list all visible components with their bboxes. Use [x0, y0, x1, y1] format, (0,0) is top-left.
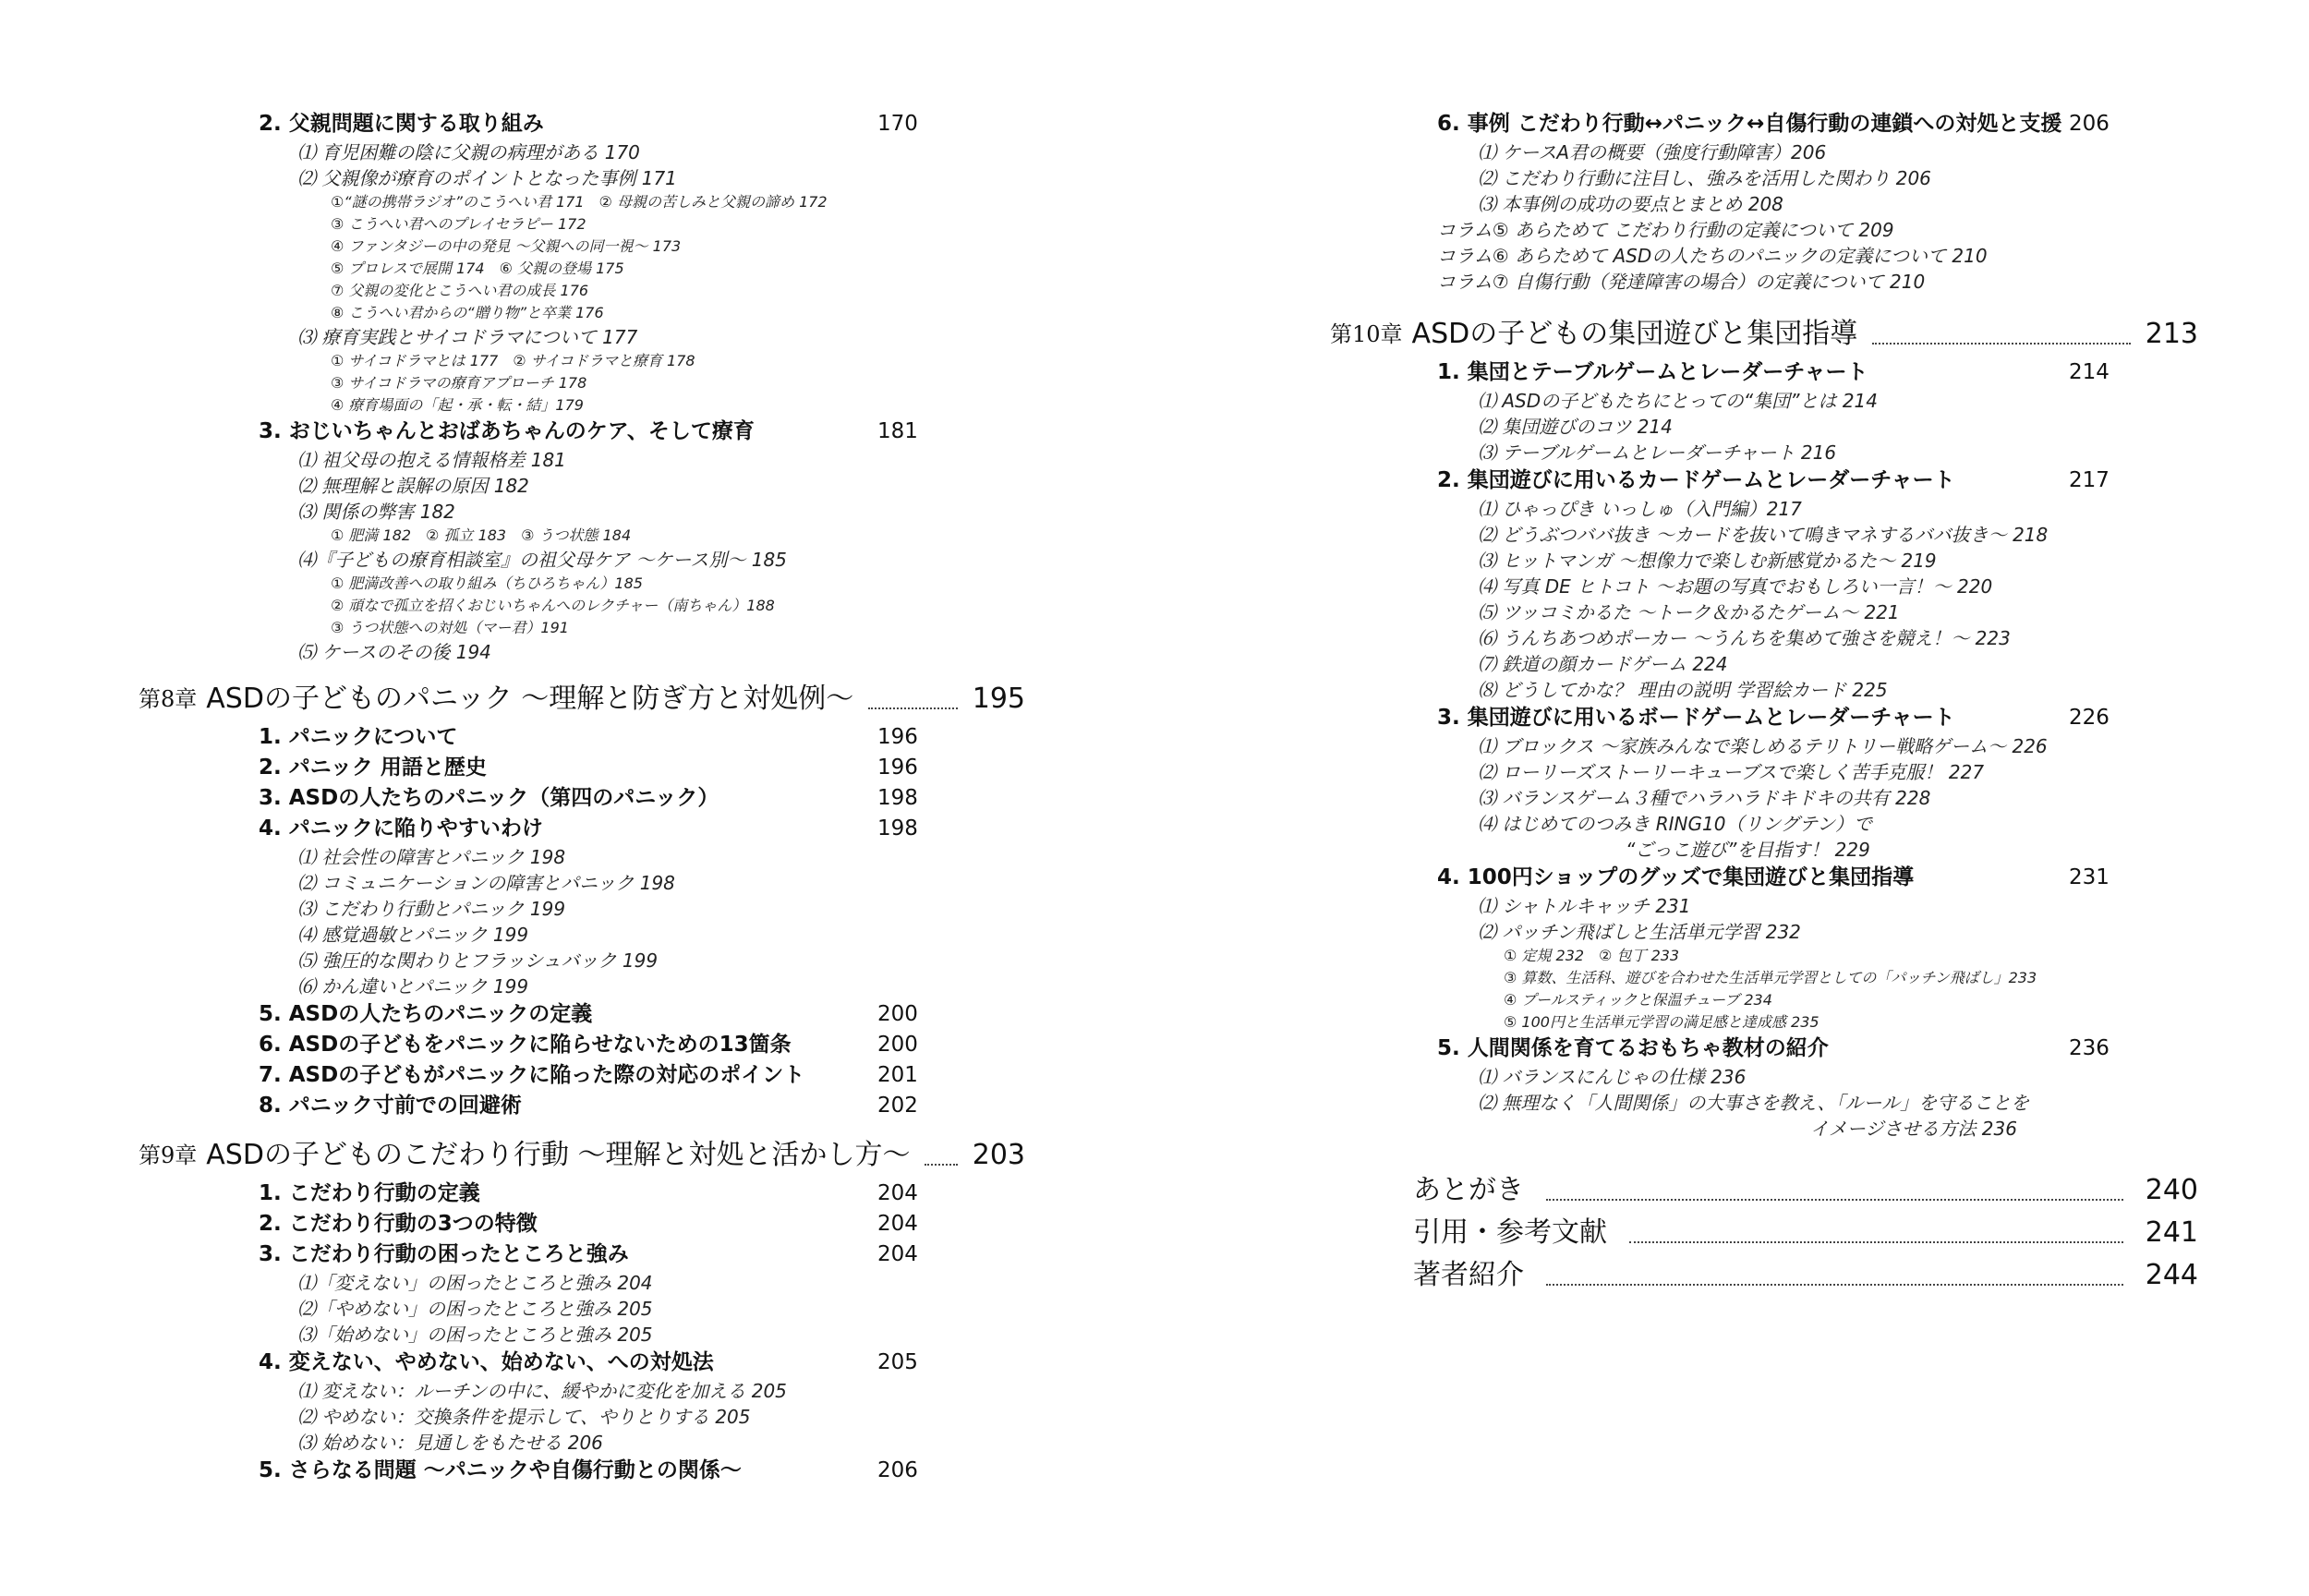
- toc-entry-label: ⑸ ツッコミかるた ～トーク＆かるたゲーム～ 221: [1478, 601, 1900, 623]
- toc-entry-page: 226: [2069, 706, 2110, 730]
- toc-entry-label: ⑵ 集団遊びのコツ 214: [1478, 416, 1673, 438]
- toc-subsection[interactable]: [139, 525, 1025, 547]
- chapter-10-heading[interactable]: [1330, 313, 2198, 356]
- end-matter-page: 240: [2145, 1174, 2198, 1206]
- toc-subsection[interactable]: [1330, 837, 2198, 863]
- toc-entry-label: ⑶ 関係の弊害 182: [297, 501, 455, 523]
- toc-section[interactable]: [139, 783, 1025, 814]
- toc-section[interactable]: [139, 109, 1025, 139]
- toc-subsection[interactable]: [1330, 919, 2198, 945]
- chapter8-list: [139, 722, 1025, 1121]
- toc-entry-label: 1. こだわり行動の定義: [259, 1181, 480, 1205]
- toc-entry-label: 4. 変えない、やめない、始めない、への対処法: [259, 1350, 714, 1374]
- toc-subsection[interactable]: [1330, 625, 2198, 651]
- toc-subsection[interactable]: [139, 948, 1025, 973]
- toc-entry-label: イメージさせる方法 236: [1810, 1118, 2017, 1140]
- toc-entry-page: 204: [877, 1242, 918, 1266]
- toc-entry-label: ① 肥満 182 ② 孤立 183 ③ うつ状態 184: [331, 526, 632, 544]
- toc-entry-page: 181: [877, 419, 918, 443]
- toc-subsection[interactable]: [1330, 496, 2198, 522]
- toc-subsection[interactable]: [1330, 1116, 2198, 1142]
- toc-entry-label: ③ サイコドラマの療育アプローチ 178: [331, 374, 587, 392]
- toc-entry-label: ④ ファンタジーの中の発見 ～父親への同一視～ 173: [331, 237, 682, 255]
- toc-subsection[interactable]: [1330, 548, 2198, 574]
- toc-section[interactable]: [139, 1060, 1025, 1091]
- toc-entry-label: ⑺ 鉄道の顔カードゲーム 224: [1478, 653, 1728, 675]
- toc-entry-label: 5. さらなる問題 ～パニックや自傷行動との関係～: [259, 1458, 742, 1482]
- chapter-number: 第9章: [139, 1143, 198, 1168]
- toc-subsection[interactable]: [1330, 165, 2198, 191]
- toc-entry-label: ⑴ バランスにんじゃの仕様 236: [1478, 1066, 1747, 1088]
- toc-entry-label: 1. 集団とテーブルゲームとレーダーチャート: [1437, 360, 1868, 384]
- toc-subsection[interactable]: [139, 1322, 1025, 1348]
- toc-entry-label: 2. こだわり行動の3つの特徴: [259, 1212, 538, 1236]
- toc-subsection[interactable]: [139, 1270, 1025, 1296]
- toc-section[interactable]: [139, 814, 1025, 844]
- toc-subsection[interactable]: [139, 922, 1025, 948]
- toc-subsection[interactable]: [139, 324, 1025, 350]
- toc-entry-page: 204: [877, 1212, 918, 1236]
- toc-entry-label: ⑵「やめない」の困ったところと強み 205: [297, 1298, 653, 1320]
- toc-subsection[interactable]: [139, 639, 1025, 665]
- toc-subsection[interactable]: [139, 844, 1025, 870]
- toc-entry-label: 3. こだわり行動の困ったところと強み: [259, 1242, 629, 1266]
- toc-entry-label: ⑶「始めない」の困ったところと強み 205: [297, 1324, 653, 1346]
- toc-entry-label: 3. 集団遊びに用いるボードゲームとレーダーチャート: [1437, 706, 1955, 730]
- toc-entry-label: ⑶ こだわり行動とパニック 199: [297, 898, 566, 920]
- toc-entry-label: ⑵ コミュニケーションの障害とパニック 198: [297, 872, 675, 894]
- toc-entry-label: 3. ASDの人たちのパニック（第四のパニック）: [259, 786, 719, 810]
- toc-section[interactable]: [139, 1179, 1025, 1209]
- chapter-8-heading[interactable]: [139, 678, 1025, 720]
- toc-entry-label: ⑤ プロレスで展開 174 ⑥ 父親の登場 175: [331, 260, 624, 277]
- toc-entry-page: 201: [877, 1063, 918, 1087]
- toc-entry-label: 4. パニックに陥りやすいわけ: [259, 816, 543, 840]
- toc-column-entry[interactable]: [1330, 269, 2198, 295]
- toc-subsection[interactable]: [1330, 945, 2198, 967]
- leader-dots: [1629, 1241, 2123, 1243]
- toc-subsection[interactable]: [139, 394, 1025, 417]
- toc-subsection[interactable]: [1330, 139, 2198, 165]
- toc-section[interactable]: [139, 1348, 1025, 1378]
- toc-subsection[interactable]: [139, 870, 1025, 896]
- toc-entry-page: 236: [2069, 1036, 2110, 1060]
- toc-column-entry[interactable]: [1330, 243, 2198, 269]
- toc-entry-label: ⑸ 強圧的な関わりとフラッシュバック 199: [297, 949, 659, 972]
- toc-subsection[interactable]: [139, 258, 1025, 280]
- toc-entry-label: ⑵ どうぶつババ抜き ～カードを抜いて鳴きマネするババ抜き～ 218: [1478, 524, 2049, 546]
- toc-entry-page: 196: [877, 756, 918, 780]
- toc-entry-page: 200: [877, 1033, 918, 1057]
- chapter-page: 203: [972, 1139, 1025, 1171]
- toc-subsection[interactable]: [139, 973, 1025, 999]
- toc-entry-page: 214: [2069, 360, 2110, 384]
- toc-subsection[interactable]: [1330, 1011, 2198, 1034]
- toc-entry-label: ⑵ 無理解と誤解の原因 182: [297, 475, 529, 497]
- toc-entry-label: ⑶ 療育実践とサイコドラマについて 177: [297, 326, 638, 348]
- toc-subsection[interactable]: [139, 499, 1025, 525]
- toc-entry-label: ⑵ 父親像が療育のポイントとなった事例 171: [297, 167, 677, 189]
- end-matter-entry[interactable]: [1413, 1212, 2198, 1254]
- toc-entry-label: ⑵ こだわり行動に注目し、強みを活用した関わり 206: [1478, 167, 1931, 189]
- toc-entry-page: 217: [2069, 468, 2110, 492]
- toc-subsection[interactable]: [139, 1404, 1025, 1430]
- end-matter-entry[interactable]: [1413, 1254, 2198, 1297]
- chapter-title: ASDの子どもの集団遊びと集団指導: [1411, 318, 1858, 350]
- toc-subsection[interactable]: [139, 447, 1025, 473]
- chapter10-list: [1330, 357, 2198, 1142]
- toc-entry-label: 8. パニック寸前での回避術: [259, 1094, 522, 1118]
- toc-entry-label: ⑴ 祖父母の抱える情報格差 181: [297, 449, 566, 471]
- toc-entry-label: 2. パニック 用語と歴史: [259, 756, 487, 780]
- toc-entry-label: ①“謎の携帯ラジオ”のこうへい君 171 ② 母親の苦しみと父親の諦め 172: [331, 193, 828, 211]
- toc-entry-label: 7. ASDの子どもがパニックに陥った際の対応のポイント: [259, 1063, 805, 1087]
- toc-entry-label: ⑵ やめない：交換条件を提示して、やりとりする 205: [297, 1406, 751, 1428]
- toc-entry-label: ⑴ 社会性の障害とパニック 198: [297, 846, 566, 868]
- toc-entry-label: “ごっこ遊び”を目指す！ 229: [1626, 839, 1870, 861]
- toc-entry-label: コラム⑥ あらためて ASDの人たちのパニックの定義について 210: [1437, 245, 1988, 267]
- toc-entry-page: 196: [877, 725, 918, 749]
- toc-entry-label: ⑶ ヒットマンガ ～想像力で楽しむ新感覚かるた～ 219: [1478, 550, 1937, 572]
- right-page: [1330, 109, 2198, 1297]
- toc-subsection[interactable]: [139, 213, 1025, 236]
- toc-subsection[interactable]: [139, 280, 1025, 302]
- toc-column-entry[interactable]: [1330, 217, 2198, 243]
- toc-subsection[interactable]: [139, 302, 1025, 324]
- end-matter-label: 引用・参考文献: [1413, 1216, 1607, 1249]
- toc-entry-label: ⑴ ASDの子どもたちにとっての“集団”とは 214: [1478, 390, 1878, 412]
- toc-subsection[interactable]: [139, 191, 1025, 213]
- leader-dots: [1546, 1284, 2123, 1286]
- toc-entry-label: ⑴ 変えない：ルーチンの中に、緩やかに変化を加える 205: [297, 1380, 787, 1402]
- toc-entry-label: ⑴ ひゃっぴき いっしゅ（入門編）217: [1478, 498, 1802, 520]
- toc-entry-page: 206: [2069, 112, 2110, 136]
- toc-subsection[interactable]: [139, 372, 1025, 394]
- toc-subsection[interactable]: [1330, 989, 2198, 1011]
- toc-entry-label: 3. おじいちゃんとおばあちゃんのケア、そして療育: [259, 419, 755, 443]
- toc-entry-label: ⑶ バランスゲーム３種でハラハラドキドキの共有 228: [1478, 787, 1931, 809]
- toc-entry-label: ⑷ 写真 DE ヒトコト ～お題の写真でおもしろい一言！～ 220: [1478, 575, 1993, 598]
- toc-subsection[interactable]: [1330, 1064, 2198, 1090]
- toc-entry-page: 200: [877, 1002, 918, 1026]
- toc-entry-label: ⑵ パッチン飛ばしと生活単元学習 232: [1478, 921, 1801, 943]
- end-matter-entry[interactable]: [1413, 1169, 2198, 1212]
- toc-section[interactable]: [1330, 703, 2198, 733]
- toc-subsection[interactable]: [139, 896, 1025, 922]
- toc-entry-page: 231: [2069, 865, 2110, 889]
- toc-entry-page: 198: [877, 786, 918, 810]
- toc-subsection[interactable]: [139, 473, 1025, 499]
- chapter-number: 第10章: [1330, 321, 1403, 347]
- toc-section[interactable]: [139, 1091, 1025, 1121]
- toc-section[interactable]: [1330, 863, 2198, 893]
- toc-subsection[interactable]: [139, 547, 1025, 573]
- toc-entry-label: ⑶ 本事例の成功の要点とまとめ 208: [1478, 193, 1783, 215]
- toc-entry-label: ⑦ 父親の変化とこうへい君の成長 176: [331, 282, 589, 299]
- toc-section[interactable]: [1330, 1034, 2198, 1064]
- chapter-page: 195: [972, 683, 1025, 715]
- toc-entry-label: ⑴ ケースA君の概要（強度行動障害）206: [1478, 141, 1827, 163]
- toc-subsection[interactable]: [1330, 440, 2198, 466]
- toc-entry-label: ⑻ どうしてかな？ 理由の説明 学習絵カード 225: [1478, 679, 1888, 701]
- leader-dots: [1872, 343, 2131, 345]
- toc-entry-label: ① 肥満改善への取り組み（ちひろちゃん）185: [331, 574, 643, 592]
- toc-subsection[interactable]: [139, 595, 1025, 617]
- toc-entry-label: ⑸ ケースのその後 194: [297, 641, 491, 663]
- toc-subsection[interactable]: [1330, 574, 2198, 599]
- toc-entry-label: 2. 集団遊びに用いるカードゲームとレーダーチャート: [1437, 468, 1955, 492]
- toc-entry-label: ① 定規 232 ② 包丁 233: [1504, 947, 1680, 964]
- toc-subsection[interactable]: [139, 236, 1025, 258]
- toc-entry-label: ⑴ 育児困難の陰に父親の病理がある 170: [297, 141, 640, 163]
- leader-dots: [925, 1164, 957, 1166]
- chapter-9-heading[interactable]: [139, 1134, 1025, 1177]
- end-matter-page: 244: [2145, 1259, 2198, 1291]
- toc-subsection[interactable]: [1330, 733, 2198, 759]
- toc-entry-label: ⑤ 100円と生活単元学習の満足感と達成感 235: [1504, 1013, 1819, 1031]
- toc-entry-label: コラム⑦ 自傷行動（発達障害の場合）の定義について 210: [1437, 271, 1926, 293]
- toc-entry-label: ⑶ 始めない：見通しをもたせる 206: [297, 1432, 603, 1454]
- left-page: [139, 109, 1025, 1486]
- toc-subsection[interactable]: [1330, 967, 2198, 989]
- toc-entry-label: ⑷ 感覚過敏とパニック 199: [297, 924, 529, 946]
- toc-entry-label: 5. ASDの人たちのパニックの定義: [259, 1002, 593, 1026]
- toc-entry-label: 6. ASDの子どもをパニックに陥らせないための13箇条: [259, 1033, 792, 1057]
- toc-entry-label: ⑹ かん違いとパニック 199: [297, 975, 529, 998]
- toc-subsection[interactable]: [1330, 414, 2198, 440]
- chapter-page: 213: [2145, 318, 2198, 350]
- toc-entry-label: ⑵ ローリーズストーリーキューブスで楽しく苦手克服！ 227: [1478, 761, 1985, 783]
- toc-subsection[interactable]: [1330, 677, 2198, 703]
- toc-section[interactable]: [1330, 109, 2198, 139]
- toc-entry-label: ⑹ うんちあつめポーカー ～うんちを集めて強さを競え！～ 223: [1478, 627, 2011, 649]
- toc-section[interactable]: [139, 999, 1025, 1030]
- end-matter-label: あとがき: [1413, 1174, 1524, 1206]
- toc-subsection[interactable]: [1330, 651, 2198, 677]
- toc-entry-label: ⑴ シャトルキャッチ 231: [1478, 895, 1691, 917]
- chapter-title: ASDの子どものパニック ～理解と防ぎ方と対処例～: [206, 683, 854, 715]
- toc-section[interactable]: [139, 1030, 1025, 1060]
- toc-entry-page: 170: [877, 112, 918, 136]
- toc-entry-label: ③ 算数、生活科、遊びを合わせた生活単元学習としての「パッチン飛ばし」233: [1504, 969, 2037, 986]
- toc-entry-page: 198: [877, 816, 918, 840]
- toc-subsection[interactable]: [1330, 599, 2198, 625]
- toc-entry-label: 5. 人間関係を育てるおもちゃ教材の紹介: [1437, 1036, 1829, 1060]
- toc-subsection[interactable]: [139, 573, 1025, 595]
- toc-entry-label: 1. パニックについて: [259, 725, 458, 749]
- toc-section[interactable]: [139, 417, 1025, 447]
- toc-entry-label: ⑴「変えない」の困ったところと強み 204: [297, 1272, 653, 1294]
- toc-entry-page: 205: [877, 1350, 918, 1374]
- chapter7-continued-list: [139, 109, 1025, 665]
- toc-entry-label: ① サイコドラマとは 177 ② サイコドラマと療育 178: [331, 352, 695, 369]
- toc-entry-label: ③ うつ状態への対処（マー君）191: [331, 619, 569, 636]
- toc-subsection[interactable]: [139, 617, 1025, 639]
- toc-section[interactable]: [139, 1239, 1025, 1270]
- toc-entry-page: 204: [877, 1181, 918, 1205]
- toc-subsection[interactable]: [1330, 759, 2198, 785]
- toc-entry-label: ④ プールスティックと保温チューブ 234: [1504, 991, 1772, 1009]
- toc-entry-label: ⑧ こうへい君からの“贈り物”と卒業 176: [331, 304, 604, 321]
- toc-entry-page: 202: [877, 1094, 918, 1118]
- toc-subsection[interactable]: [1330, 785, 2198, 811]
- toc-section[interactable]: [139, 1456, 1025, 1486]
- toc-subsection[interactable]: [139, 139, 1025, 165]
- toc-subsection[interactable]: [1330, 191, 2198, 217]
- toc-entry-label: 6. 事例 こだわり行動↔パニック↔自傷行動の連鎖への対処と支援: [1437, 112, 2062, 136]
- leader-dots: [1546, 1199, 2123, 1201]
- toc-subsection[interactable]: [1330, 811, 2198, 837]
- toc-subsection[interactable]: [1330, 1090, 2198, 1116]
- toc-entry-label: ⑷ はじめてのつみき RING10（リングテン）で: [1478, 813, 1873, 835]
- toc-subsection[interactable]: [139, 165, 1025, 191]
- toc-entry-label: ② 頑なで孤立を招くおじいちゃんへのレクチャー（南ちゃん）188: [331, 597, 775, 614]
- toc-section[interactable]: [139, 1209, 1025, 1239]
- toc-subsection[interactable]: [1330, 893, 2198, 919]
- end-matter-page: 241: [2145, 1216, 2198, 1249]
- toc-entry-label: ⑵ 無理なく「人間関係」の大事さを教え、「ルール」を守ることを: [1478, 1092, 2030, 1114]
- end-matter-list: [1330, 1169, 2198, 1297]
- toc-section[interactable]: [1330, 357, 2198, 388]
- toc-subsection[interactable]: [139, 1296, 1025, 1322]
- toc-entry-label: ③ こうへい君へのプレイセラピー 172: [331, 215, 586, 233]
- toc-entry-page: 206: [877, 1458, 918, 1482]
- chapter-title: ASDの子どものこだわり行動 ～理解と対処と活かし方～: [206, 1139, 911, 1171]
- toc-section[interactable]: [139, 753, 1025, 783]
- toc-subsection[interactable]: [139, 1430, 1025, 1456]
- toc-section[interactable]: [1330, 466, 2198, 496]
- chapter9-continued-list: [1330, 109, 2198, 295]
- toc-subsection[interactable]: [1330, 388, 2198, 414]
- toc-entry-label: ⑶ テーブルゲームとレーダーチャート 216: [1478, 441, 1837, 464]
- toc-entry-label: ⑴ ブロックス ～家族みんなで楽しめるテリトリー戦略ゲーム～ 226: [1478, 735, 2048, 757]
- chapter9-list: [139, 1179, 1025, 1486]
- toc-entry-label: コラム⑤ あらためて こだわり行動の定義について 209: [1437, 219, 1894, 241]
- toc-entry-label: ⑷『子どもの療育相談室』の祖父母ケア ～ケース別～ 185: [297, 549, 787, 571]
- toc-subsection[interactable]: [139, 350, 1025, 372]
- toc-section[interactable]: [139, 722, 1025, 753]
- chapter-number: 第8章: [139, 686, 198, 712]
- leader-dots: [868, 707, 957, 709]
- toc-entry-label: 2. 父親問題に関する取り組み: [259, 112, 544, 136]
- toc-subsection[interactable]: [1330, 522, 2198, 548]
- toc-entry-label: 4. 100円ショップのグッズで集団遊びと集団指導: [1437, 865, 1915, 889]
- toc-subsection[interactable]: [139, 1378, 1025, 1404]
- toc-entry-label: ④ 療育場面の「起・承・転・結」179: [331, 396, 584, 414]
- end-matter-label: 著者紹介: [1413, 1259, 1524, 1291]
